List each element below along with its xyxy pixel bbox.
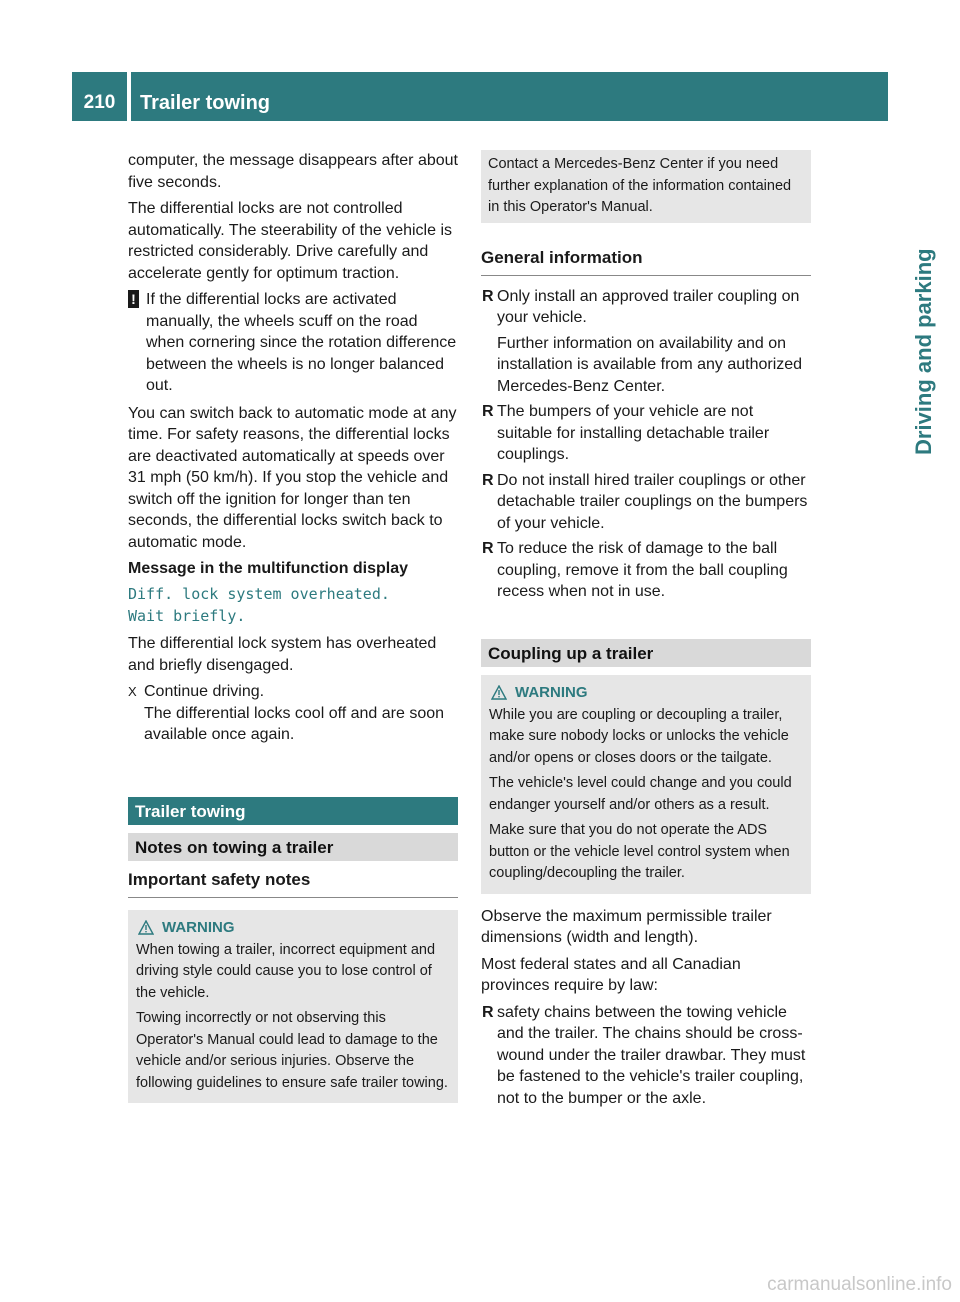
page-number: 210 — [83, 92, 116, 113]
warning-label: WARNING — [515, 683, 588, 701]
warning-text: Towing incorrectly or not observing this Operator's Manual could lead to damage to the vehicle and/or serious injuries. Observe the following guidelines to ensure safe trailer towing. — [136, 1010, 448, 1091]
action-step — [128, 681, 458, 746]
info-text: Contact a Mercedes-Benz Center if you need further explanation of the information contained in this Operator's Manual. — [488, 156, 792, 215]
paragraph: Most federal states and all Canadian provinces require by law: — [481, 955, 741, 994]
right-column — [481, 150, 811, 1113]
side-section-tab — [888, 72, 960, 1302]
warning-box — [128, 910, 458, 1104]
left-column — [128, 150, 458, 1103]
warning-title — [489, 683, 803, 703]
bullet-icon: R — [482, 540, 494, 557]
bullet-icon: R — [482, 287, 494, 305]
section-band-notes: Notes on towing a trailer — [128, 833, 458, 861]
subheading-general: General information — [481, 247, 811, 276]
subheading-safety: Important safety notes — [128, 869, 458, 898]
warning-triangle-icon — [491, 685, 507, 700]
arrow-right-icon: X — [128, 684, 137, 699]
info-box — [481, 150, 811, 223]
notice-text: If the differential locks are activated manually, the wheels scuff on the road when cornering since the rotation difference between the wheels is no longer balanced out. — [146, 291, 457, 394]
bullet-icon: R — [482, 1003, 494, 1021]
display-message-line: Diff. lock system overheated. — [128, 585, 390, 603]
paragraph: You can switch back to automatic mode at any time. For safety reasons, the differential locks are deactivated automatically at speeds over 31 mph (50 km/h). If you stop the vehicle and switch off the ignition for longer than ten seconds, the differential locks switch back to automatic mode. — [128, 404, 457, 551]
warning-triangle-icon — [138, 920, 154, 935]
list-item — [481, 286, 811, 398]
list-item-text: To reduce the risk of damage to the ball coupling, remove it from the ball coupling recess when not in use. — [497, 540, 788, 600]
list-item-text: The bumpers of your vehicle are not suitable for installing detachable trailer couplings. — [497, 403, 770, 463]
warning-title — [136, 918, 450, 938]
step-text: The differential locks cool off and are soon available once again. — [144, 704, 445, 743]
paragraph: The differential locks are not controlled automatically. The steerability of the vehicle is restricted considerably. Drive carefully and accelerate gently for optimum traction. — [128, 200, 453, 282]
list-item-text: Only install an approved trailer coupling on your vehicle. — [497, 287, 800, 326]
exclamation-icon: ! — [128, 290, 139, 308]
watermark: carmanualsonline.info — [767, 1274, 952, 1295]
header-separator — [127, 72, 131, 121]
display-message-line: Wait briefly. — [128, 607, 246, 625]
paragraph: Observe the maximum permissible trailer dimensions (width and length). — [481, 907, 772, 946]
list-item — [481, 470, 811, 535]
paragraph: The differential lock system has overheated and briefly disengaged. — [128, 635, 437, 674]
section-band-trailer-towing: Trailer towing — [128, 797, 458, 825]
list-item-text: Further information on availability and on installation is available from any authorized Mercedes-Benz Center. — [497, 334, 803, 395]
warning-text: When towing a trailer, incorrect equipment and driving style could cause you to lose control of the vehicle. — [136, 941, 436, 1001]
notice-block — [128, 289, 458, 397]
list-item — [481, 401, 811, 466]
subheading-message: Message in the multifunction display — [128, 560, 409, 577]
step-title: Continue driving. — [144, 683, 265, 700]
header-title: Trailer towing — [140, 92, 271, 114]
warning-label: WARNING — [162, 918, 235, 936]
warning-text: The vehicle's level could change and you could endanger yourself and/or others as a result. — [489, 775, 792, 813]
warning-text: While you are coupling or decoupling a trailer, make sure nobody locks or unlocks the vehicle and/or opens or closes doors or the tailgate. — [489, 706, 789, 766]
list-item — [481, 538, 811, 603]
page-header — [72, 72, 888, 121]
bullet-icon: R — [482, 471, 494, 489]
warning-text: Make sure that you do not operate the ADS button or the vehicle level control system when coupling/decoupling the trailer. — [489, 822, 790, 881]
bullet-icon: R — [482, 403, 494, 420]
list-item-text: Do not install hired trailer couplings or other detachable trailer couplings on the bumpers of your vehicle. — [497, 471, 808, 532]
side-section-title: Driving and parking — [911, 248, 936, 455]
list-item — [481, 1002, 811, 1110]
paragraph: computer, the message disappears after about five seconds. — [128, 152, 458, 191]
list-item-text: safety chains between the towing vehicle and the trailer. The chains should be cross-wound under the trailer drawbar. They must be fastened to the vehicle's trailer coupling, not to the bumper or the axle. — [497, 1003, 806, 1107]
section-band-coupling: Coupling up a trailer — [481, 639, 811, 667]
warning-box — [481, 675, 811, 894]
